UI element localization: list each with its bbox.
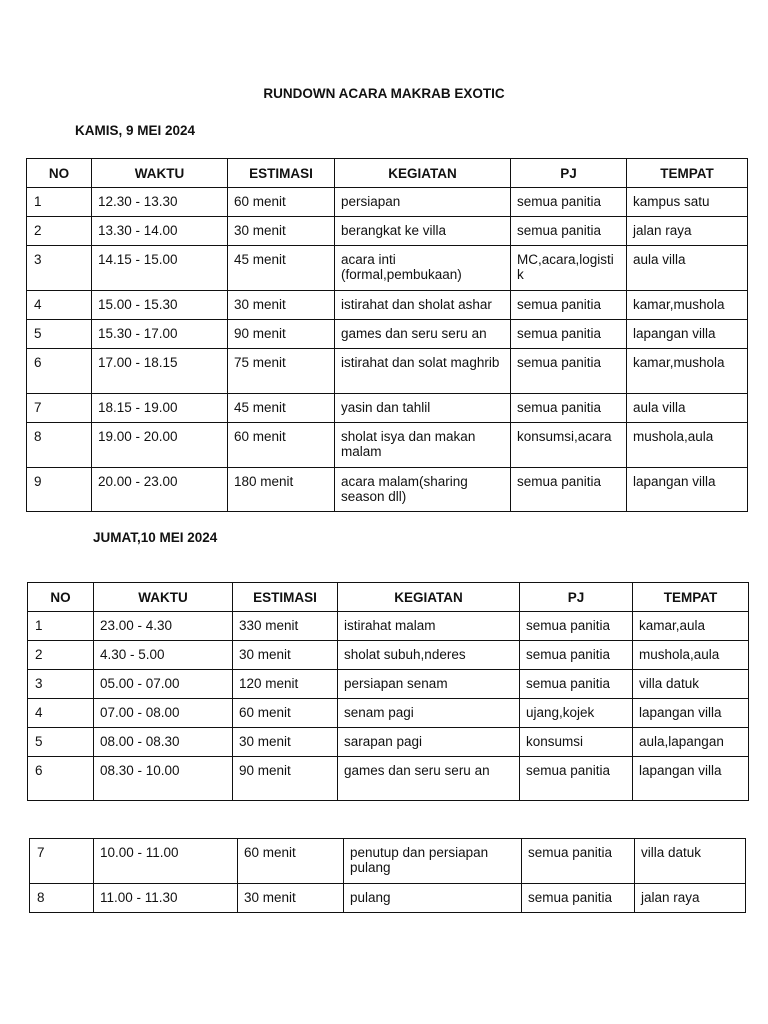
cell-estimasi: 45 menit <box>228 246 335 291</box>
table-row <box>27 188 748 217</box>
cell-pj: semua panitia <box>520 670 633 699</box>
header-kegiatan: KEGIATAN <box>335 159 511 188</box>
cell-estimasi: 60 menit <box>233 699 338 728</box>
cell-no: 7 <box>27 394 92 423</box>
document-title: RUNDOWN ACARA MAKRAB EXOTIC <box>263 86 505 101</box>
cell-waktu: 10.00 - 11.00 <box>94 839 238 884</box>
header-no: NO <box>27 159 92 188</box>
cell-no: 4 <box>27 291 92 320</box>
cell-waktu: 12.30 - 13.30 <box>92 188 228 217</box>
cell-tempat: lapangan villa <box>627 468 748 512</box>
header-kegiatan: KEGIATAN <box>338 583 520 612</box>
cell-kegiatan: persiapan <box>335 188 511 217</box>
cell-estimasi: 90 menit <box>233 757 338 801</box>
cell-pj: semua panitia <box>520 757 633 801</box>
cell-tempat: kampus satu <box>627 188 748 217</box>
cell-pj: semua panitia <box>511 349 627 394</box>
cell-estimasi: 60 menit <box>238 839 344 884</box>
table-row <box>28 670 749 699</box>
cell-estimasi: 30 menit <box>233 728 338 757</box>
cell-tempat: lapangan villa <box>633 757 749 801</box>
cell-waktu: 19.00 - 20.00 <box>92 423 228 468</box>
cell-waktu: 14.15 - 15.00 <box>92 246 228 291</box>
table-row <box>28 699 749 728</box>
cell-no: 5 <box>27 320 92 349</box>
cell-tempat: kamar,mushola <box>627 349 748 394</box>
cell-pj: semua panitia <box>511 217 627 246</box>
cell-pj: konsumsi <box>520 728 633 757</box>
cell-no: 1 <box>28 612 94 641</box>
cell-kegiatan: sholat subuh,nderes <box>338 641 520 670</box>
cell-tempat: kamar,mushola <box>627 291 748 320</box>
cell-kegiatan: pulang <box>344 884 522 913</box>
cell-waktu: 07.00 - 08.00 <box>94 699 233 728</box>
cell-no: 2 <box>27 217 92 246</box>
cell-waktu: 20.00 - 23.00 <box>92 468 228 512</box>
day-label-kamis: KAMIS, 9 MEI 2024 <box>75 123 196 138</box>
cell-no: 8 <box>27 423 92 468</box>
cell-no: 2 <box>28 641 94 670</box>
cell-waktu: 08.00 - 08.30 <box>94 728 233 757</box>
cell-estimasi: 30 menit <box>228 291 335 320</box>
table-row <box>28 612 749 641</box>
cell-kegiatan: yasin dan tahlil <box>335 394 511 423</box>
table-row <box>27 320 748 349</box>
schedule-table-jumat <box>27 582 749 801</box>
cell-pj: semua panitia <box>511 291 627 320</box>
cell-no: 3 <box>27 246 92 291</box>
cell-kegiatan: sarapan pagi <box>338 728 520 757</box>
cell-tempat: lapangan villa <box>633 699 749 728</box>
cell-pj: semua panitia <box>511 188 627 217</box>
cell-pj: semua panitia <box>511 394 627 423</box>
cell-pj: ujang,kojek <box>520 699 633 728</box>
header-pj: PJ <box>511 159 627 188</box>
cell-kegiatan: acara inti (formal,pembukaan) <box>335 246 511 291</box>
cell-pj: MC,acara,logisti k <box>511 246 627 291</box>
cell-pj: semua panitia <box>511 320 627 349</box>
table-row <box>27 394 748 423</box>
cell-estimasi: 60 menit <box>228 423 335 468</box>
cell-kegiatan: istirahat malam <box>338 612 520 641</box>
cell-kegiatan: persiapan senam <box>338 670 520 699</box>
cell-waktu: 18.15 - 19.00 <box>92 394 228 423</box>
cell-tempat: jalan raya <box>627 217 748 246</box>
header-waktu: WAKTU <box>94 583 233 612</box>
cell-estimasi: 90 menit <box>228 320 335 349</box>
cell-tempat: mushola,aula <box>627 423 748 468</box>
cell-tempat: aula,lapangan <box>633 728 749 757</box>
cell-kegiatan: acara malam(sharing season dll) <box>335 468 511 512</box>
schedule-table-kamis <box>26 158 748 512</box>
table-header-row <box>28 583 749 612</box>
header-tempat: TEMPAT <box>633 583 749 612</box>
header-estimasi: ESTIMASI <box>233 583 338 612</box>
table-row <box>27 423 748 468</box>
table-row <box>27 349 748 394</box>
cell-waktu: 15.00 - 15.30 <box>92 291 228 320</box>
cell-estimasi: 45 menit <box>228 394 335 423</box>
cell-no: 6 <box>28 757 94 801</box>
table-row <box>27 217 748 246</box>
schedule-table-jumat-continued <box>29 838 746 913</box>
cell-estimasi: 60 menit <box>228 188 335 217</box>
cell-tempat: jalan raya <box>635 884 746 913</box>
cell-no: 4 <box>28 699 94 728</box>
cell-estimasi: 30 menit <box>228 217 335 246</box>
header-no: NO <box>28 583 94 612</box>
cell-kegiatan: senam pagi <box>338 699 520 728</box>
cell-pj: semua panitia <box>520 641 633 670</box>
cell-estimasi: 30 menit <box>233 641 338 670</box>
table-row <box>27 246 748 291</box>
cell-kegiatan: berangkat ke villa <box>335 217 511 246</box>
cell-tempat: villa datuk <box>635 839 746 884</box>
cell-waktu: 17.00 - 18.15 <box>92 349 228 394</box>
cell-pj: semua panitia <box>511 468 627 512</box>
cell-estimasi: 30 menit <box>238 884 344 913</box>
cell-tempat: mushola,aula <box>633 641 749 670</box>
cell-no: 7 <box>30 839 94 884</box>
table-row <box>27 291 748 320</box>
table-row <box>27 468 748 512</box>
cell-estimasi: 330 menit <box>233 612 338 641</box>
cell-kegiatan: sholat isya dan makan malam <box>335 423 511 468</box>
cell-no: 5 <box>28 728 94 757</box>
header-pj: PJ <box>520 583 633 612</box>
cell-estimasi: 75 menit <box>228 349 335 394</box>
header-tempat: TEMPAT <box>627 159 748 188</box>
header-waktu: WAKTU <box>92 159 228 188</box>
cell-pj: semua panitia <box>522 839 635 884</box>
cell-waktu: 05.00 - 07.00 <box>94 670 233 699</box>
cell-waktu: 11.00 - 11.30 <box>94 884 238 913</box>
table-row <box>28 641 749 670</box>
cell-pj: konsumsi,acara <box>511 423 627 468</box>
cell-estimasi: 120 menit <box>233 670 338 699</box>
cell-no: 3 <box>28 670 94 699</box>
cell-waktu: 23.00 - 4.30 <box>94 612 233 641</box>
cell-no: 8 <box>30 884 94 913</box>
table-row <box>28 757 749 801</box>
table-row <box>28 728 749 757</box>
table-row <box>30 884 746 913</box>
cell-kegiatan: istirahat dan solat maghrib <box>335 349 511 394</box>
cell-tempat: kamar,aula <box>633 612 749 641</box>
cell-waktu: 4.30 - 5.00 <box>94 641 233 670</box>
table-header-row <box>27 159 748 188</box>
cell-waktu: 08.30 - 10.00 <box>94 757 233 801</box>
day-label-jumat: JUMAT,10 MEI 2024 <box>93 530 218 545</box>
cell-pj: semua panitia <box>520 612 633 641</box>
cell-no: 9 <box>27 468 92 512</box>
cell-waktu: 13.30 - 14.00 <box>92 217 228 246</box>
cell-tempat: aula villa <box>627 246 748 291</box>
cell-estimasi: 180 menit <box>228 468 335 512</box>
cell-pj: semua panitia <box>522 884 635 913</box>
cell-kegiatan: games dan seru seru an <box>338 757 520 801</box>
header-estimasi: ESTIMASI <box>228 159 335 188</box>
cell-kegiatan: penutup dan persiapan pulang <box>344 839 522 884</box>
cell-no: 1 <box>27 188 92 217</box>
table-row <box>30 839 746 884</box>
cell-kegiatan: games dan seru seru an <box>335 320 511 349</box>
cell-tempat: villa datuk <box>633 670 749 699</box>
cell-tempat: lapangan villa <box>627 320 748 349</box>
cell-no: 6 <box>27 349 92 394</box>
cell-kegiatan: istirahat dan sholat ashar <box>335 291 511 320</box>
cell-waktu: 15.30 - 17.00 <box>92 320 228 349</box>
cell-tempat: aula villa <box>627 394 748 423</box>
